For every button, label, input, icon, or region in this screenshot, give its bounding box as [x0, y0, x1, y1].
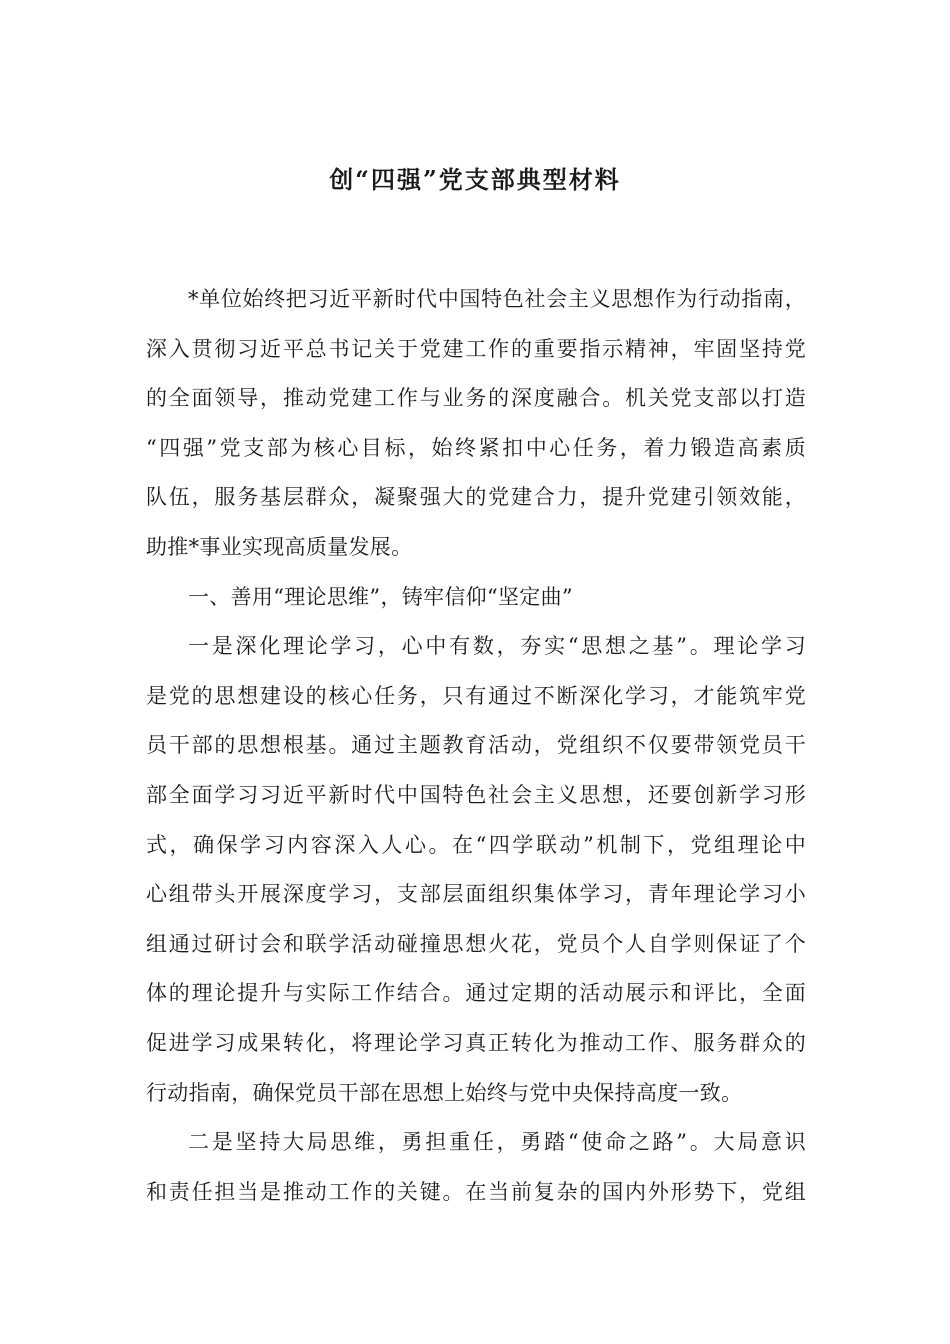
text-line: 员干部的思想根基。通过主题教育活动，党组织不仅要带领党员干: [146, 733, 806, 758]
text-line: 部全面学习习近平新时代中国特色社会主义思想，还要创新学习形: [146, 782, 806, 807]
text-line: 深入贯彻习近平总书记关于党建工作的重要指示精神，牢固坚持党: [146, 336, 806, 361]
text-line: “四强”党支部为核心目标，始终紧扣中心任务，着力锻造高素质: [146, 435, 806, 460]
text-line: 式，确保学习内容深入人心。在“四学联动”机制下，党组理论中: [146, 832, 806, 857]
text-line: 一是深化理论学习，心中有数，夯实“思想之基”。理论学习: [188, 634, 806, 659]
text-line: 一、善用“理论思维”，铸牢信仰“坚定曲”: [188, 584, 573, 609]
text-line: *单位始终把习近平新时代中国特色社会主义思想作为行动指南，: [188, 287, 806, 311]
text-line: 是党的思想建设的核心任务，只有通过不断深化学习，才能筑牢党: [146, 683, 806, 708]
text-line: 二是坚持大局思维，勇担重任，勇踏“使命之路”。大局意识: [188, 1130, 806, 1155]
text-line: 行动指南，确保党员干部在思想上始终与党中央保持高度一致。: [146, 1080, 743, 1105]
text-line: 心组带头开展深度学习，支部层面组织集体学习，青年理论学习小: [146, 882, 806, 907]
text-line: 助推*事业实现高质量发展。: [146, 534, 413, 559]
text-line: 队伍，服务基层群众，凝聚强大的党建合力，提升党建引领效能，: [146, 485, 806, 510]
text-line: 的全面领导，推动党建工作与业务的深度融合。机关党支部以打造: [146, 386, 806, 411]
text-line: 和责任担当是推动工作的关键。在当前复杂的国内外形势下，党组: [146, 1179, 806, 1204]
document-title: 创“四强”党支部典型材料: [329, 165, 621, 194]
text-line: 体的理论提升与实际工作结合。通过定期的活动展示和评比，全面: [146, 981, 806, 1006]
text-line: 组通过研讨会和联学活动碰撞思想火花，党员个人自学则保证了个: [146, 931, 806, 956]
document-body: [146, 275, 806, 1217]
text-line: 促进学习成果转化，将理论学习真正转化为推动工作、服务群众的: [146, 1030, 806, 1055]
